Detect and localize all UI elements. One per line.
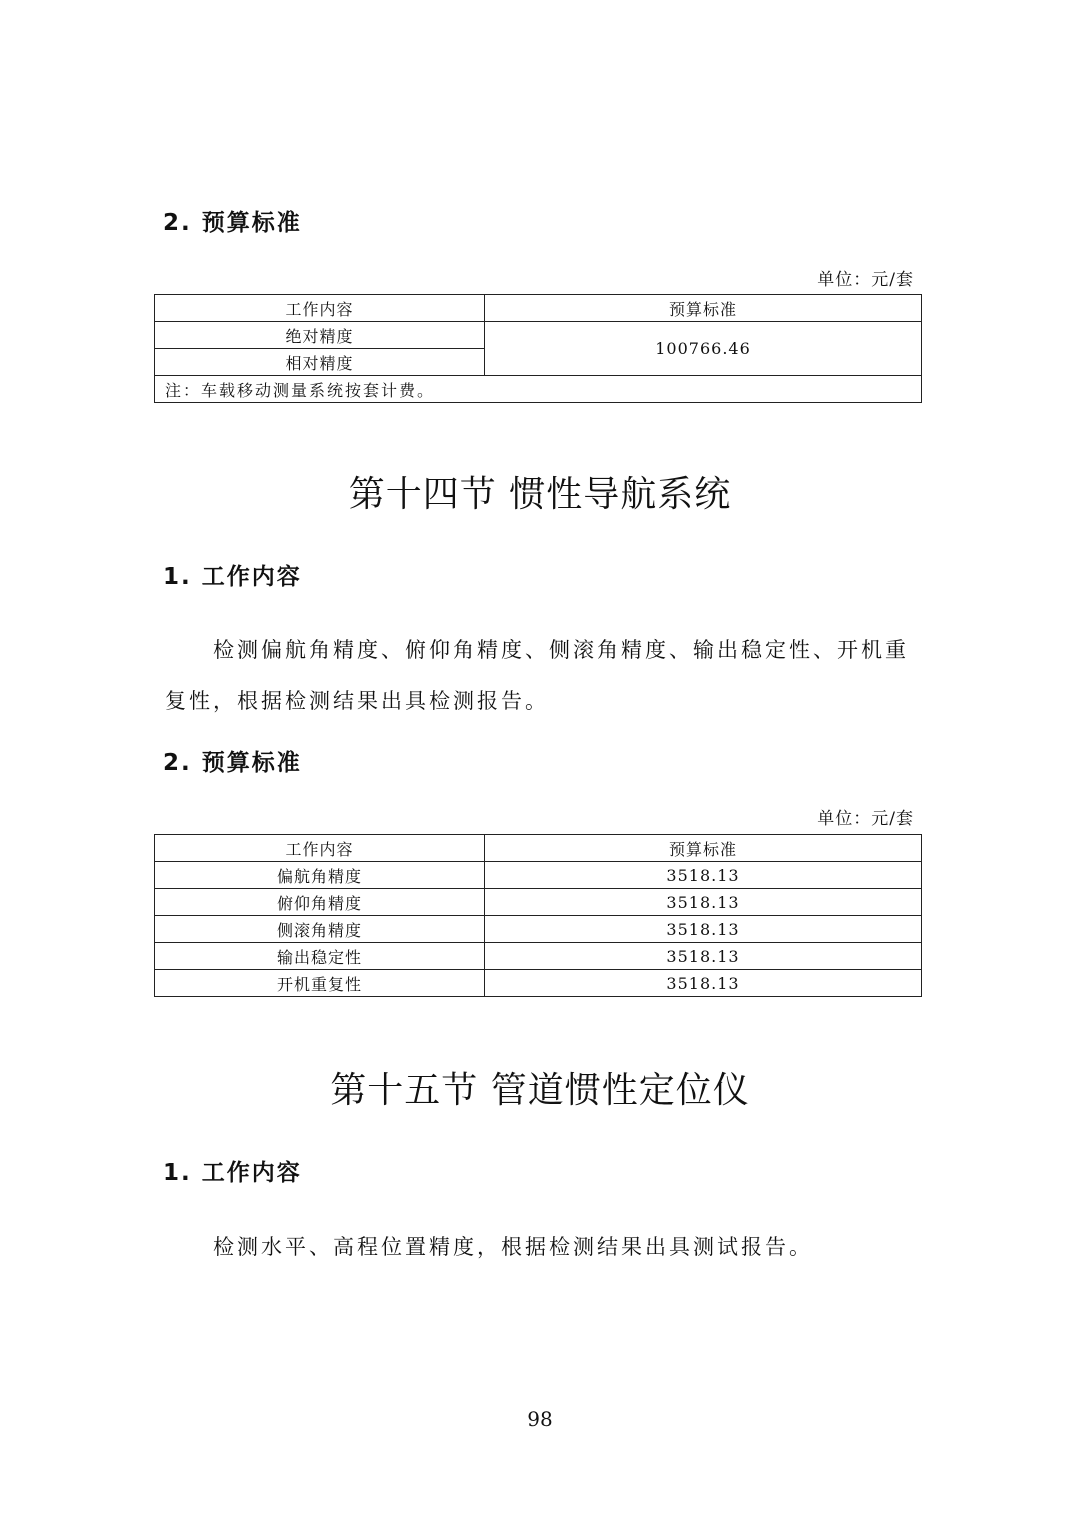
- unit-label-14: 单位：元/套: [817, 809, 914, 829]
- table-header-cell: 预算标准: [485, 295, 922, 322]
- page-number: 98: [527, 1407, 553, 1431]
- work-text-14: 检测偏航角精度、俯仰角精度、侧滚角精度、输出稳定性、开机重复性，根据检测结果出具检测报告。: [165, 638, 909, 713]
- table-cell-value: 100766.46: [485, 322, 922, 376]
- table-note-row: [155, 376, 922, 403]
- table-header-cell: 工作内容: [155, 835, 485, 862]
- table-cell-item: 侧滚角精度: [155, 916, 485, 943]
- table-cell-value: 3518.13: [485, 862, 922, 889]
- table-header-row: [155, 295, 922, 322]
- table-cell-item: 输出稳定性: [155, 943, 485, 970]
- table-header-row: [155, 835, 922, 862]
- section-title-15: 第十五节 管道惯性定位仪: [330, 1070, 750, 1111]
- table-row: [155, 889, 922, 916]
- section-title-14: 第十四节 惯性导航系统: [348, 474, 732, 515]
- work-text-15: 检测水平、高程位置精度，根据检测结果出具测试报告。: [213, 1235, 813, 1259]
- table-header-cell: 工作内容: [155, 295, 485, 322]
- budget-table-1: [154, 294, 922, 403]
- table-row: [155, 862, 922, 889]
- table-row: [155, 943, 922, 970]
- work-heading-15: 1. 工作内容: [163, 1160, 302, 1186]
- work-paragraph-15: [165, 1222, 920, 1273]
- table-row: [155, 970, 922, 997]
- table-cell-item: 偏航角精度: [155, 862, 485, 889]
- table-note: 注：车载移动测量系统按套计费。: [155, 376, 922, 403]
- budget-heading-14: 2. 预算标准: [163, 750, 302, 776]
- table-cell-value: 3518.13: [485, 889, 922, 916]
- table-cell-item: 开机重复性: [155, 970, 485, 997]
- table-row: [155, 322, 922, 349]
- table-cell-item: 绝对精度: [155, 322, 485, 349]
- table-header-cell: 预算标准: [485, 835, 922, 862]
- table-cell-item: 相对精度: [155, 349, 485, 376]
- table-cell-value: 3518.13: [485, 943, 922, 970]
- table-cell-value: 3518.13: [485, 970, 922, 997]
- unit-label-1: 单位：元/套: [817, 270, 914, 290]
- work-paragraph-14: [165, 625, 920, 727]
- table-row: [155, 916, 922, 943]
- budget-table-14: [154, 834, 922, 997]
- table-cell-item: 俯仰角精度: [155, 889, 485, 916]
- work-heading-14: 1. 工作内容: [163, 564, 302, 590]
- budget-heading-1: 2. 预算标准: [163, 210, 302, 236]
- table-cell-value: 3518.13: [485, 916, 922, 943]
